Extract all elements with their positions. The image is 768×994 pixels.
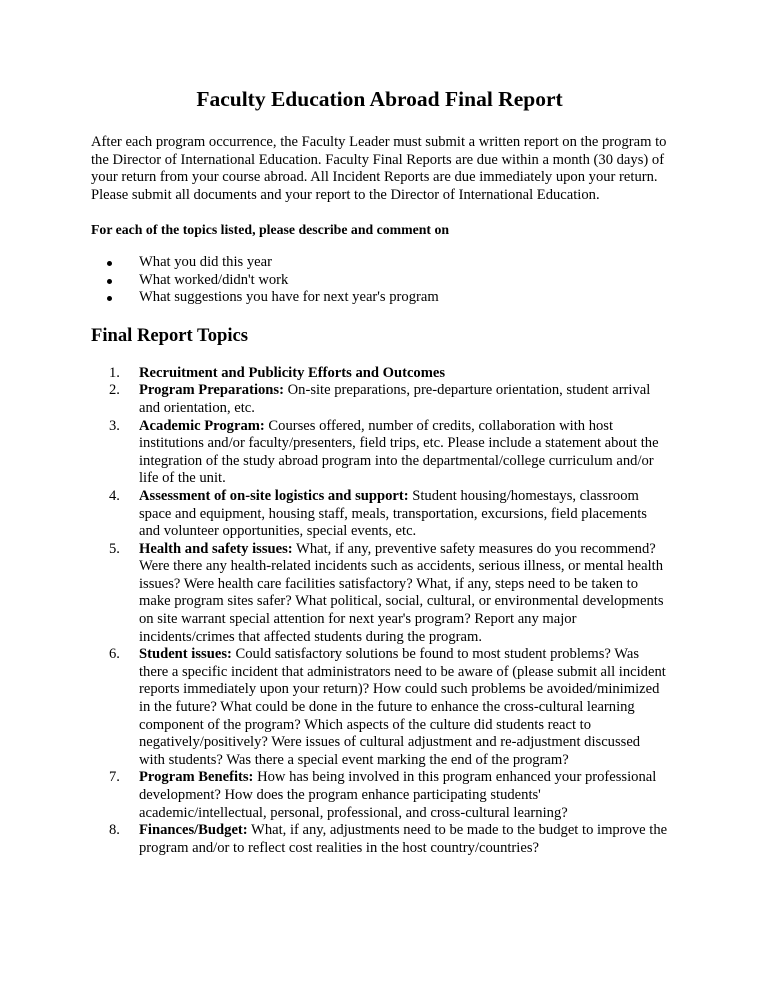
topic-text: What, if any, preventive safety measures do you recommend? Were there any health-related incidents such as accidents, serious illness, or mental health issues? Were health care facilities satisfactory? What, if any, steps need to be taken to make program sites safer? What political, social, cultural, or environmental developments on site warrant special attention for next year's program? Report any major incidents/crimes that affected students during the program. [139,540,664,645]
bullet-item [91,254,668,272]
topic-title: Health and safety issues: [139,540,293,557]
bullet-text: What worked/didn't work [139,271,289,288]
bullet-item [91,289,668,307]
topic-text: How has being involved in this program enhanced your professional development? How does the program enhance participating students' academic/intellectual, personal, professional, and cross-cultural learning? [139,769,657,821]
topic-item [91,822,668,857]
document-title: Faculty Education Abroad Final Report [196,87,563,111]
topic-number: 1. [109,364,120,381]
topic-number: 5. [109,540,120,557]
topic-title: Assessment of on-site logistics and support: [139,487,409,504]
bullet-item [91,272,668,290]
topic-title: Recruitment and Publicity Efforts and Outcomes [139,364,446,381]
topic-item [91,646,668,769]
topic-item [91,418,668,488]
topic-item [91,769,668,822]
topic-title: Academic Program: [139,417,265,434]
topic-number: 2. [109,382,120,399]
topic-text: Courses offered, number of credits, collaboration with host institutions and/or faculty/presenters, field trips, etc. Please include a statement about the integration of the study abroad program into the departmental/college curriculum and/or life of the unit. [139,417,659,487]
topic-number: 4. [109,487,120,504]
bullet-dot-icon [107,296,112,301]
topic-item [91,382,668,417]
topic-item [91,541,668,647]
topic-title: Program Benefits: [139,769,254,786]
bullet-dot-icon [107,261,112,266]
bullet-text: What suggestions you have for next year's program [139,289,439,306]
topic-title: Finances/Budget: [139,822,248,839]
topic-text: What, if any, adjustments need to be made to the budget to improve the program and/or to reflect cost realities in the host country/countries? [139,822,668,856]
topic-item [91,365,668,383]
comment-bullet-list [91,254,668,307]
topic-number: 8. [109,822,120,839]
section-heading: Final Report Topics [91,324,249,346]
topic-number: 6. [109,646,120,663]
topic-text: Student housing/homestays, classroom space and equipment, housing staff, meals, transportation, excursions, field placements and volunteer opportunities, special events, etc. [139,487,647,540]
bullet-text: What you did this year [139,253,272,270]
topic-number: 7. [109,769,120,786]
topic-title: Student issues: [139,646,232,663]
topics-list [91,365,668,858]
topic-text: Could satisfactory solutions be found to most student problems? Was there a specific incident that administrators need to be aware of (please submit all incident reports immediately upon your return)? How could such problems be avoided/minimized in the future? What could be done in the future to enhance the cross-cultural learning component of the program? Which aspects of the culture did students react to negatively/positively? Were issues of cultural adjustment and re-adjustment discussed with students? Was there a special event marking the end of the program? [139,646,666,768]
instruction-text: For each of the topics listed, please describe and comment on [91,222,450,238]
topic-item [91,488,668,541]
topic-text: On-site preparations, pre-departure orientation, student arrival and orientation, etc. [139,382,651,416]
topic-title: Program Preparations: [139,382,284,399]
intro-paragraph: After each program occurrence, the Faculty Leader must submit a written report on the program to the Director of International Education. Faculty Final Reports are due within a month (30 days) of your return from your course abroad. All Incident Reports are due immediately upon your return. Please submit all documents and your report to the Director of International Education. [91,134,667,203]
bullet-dot-icon [107,279,112,284]
topic-number: 3. [109,417,120,434]
